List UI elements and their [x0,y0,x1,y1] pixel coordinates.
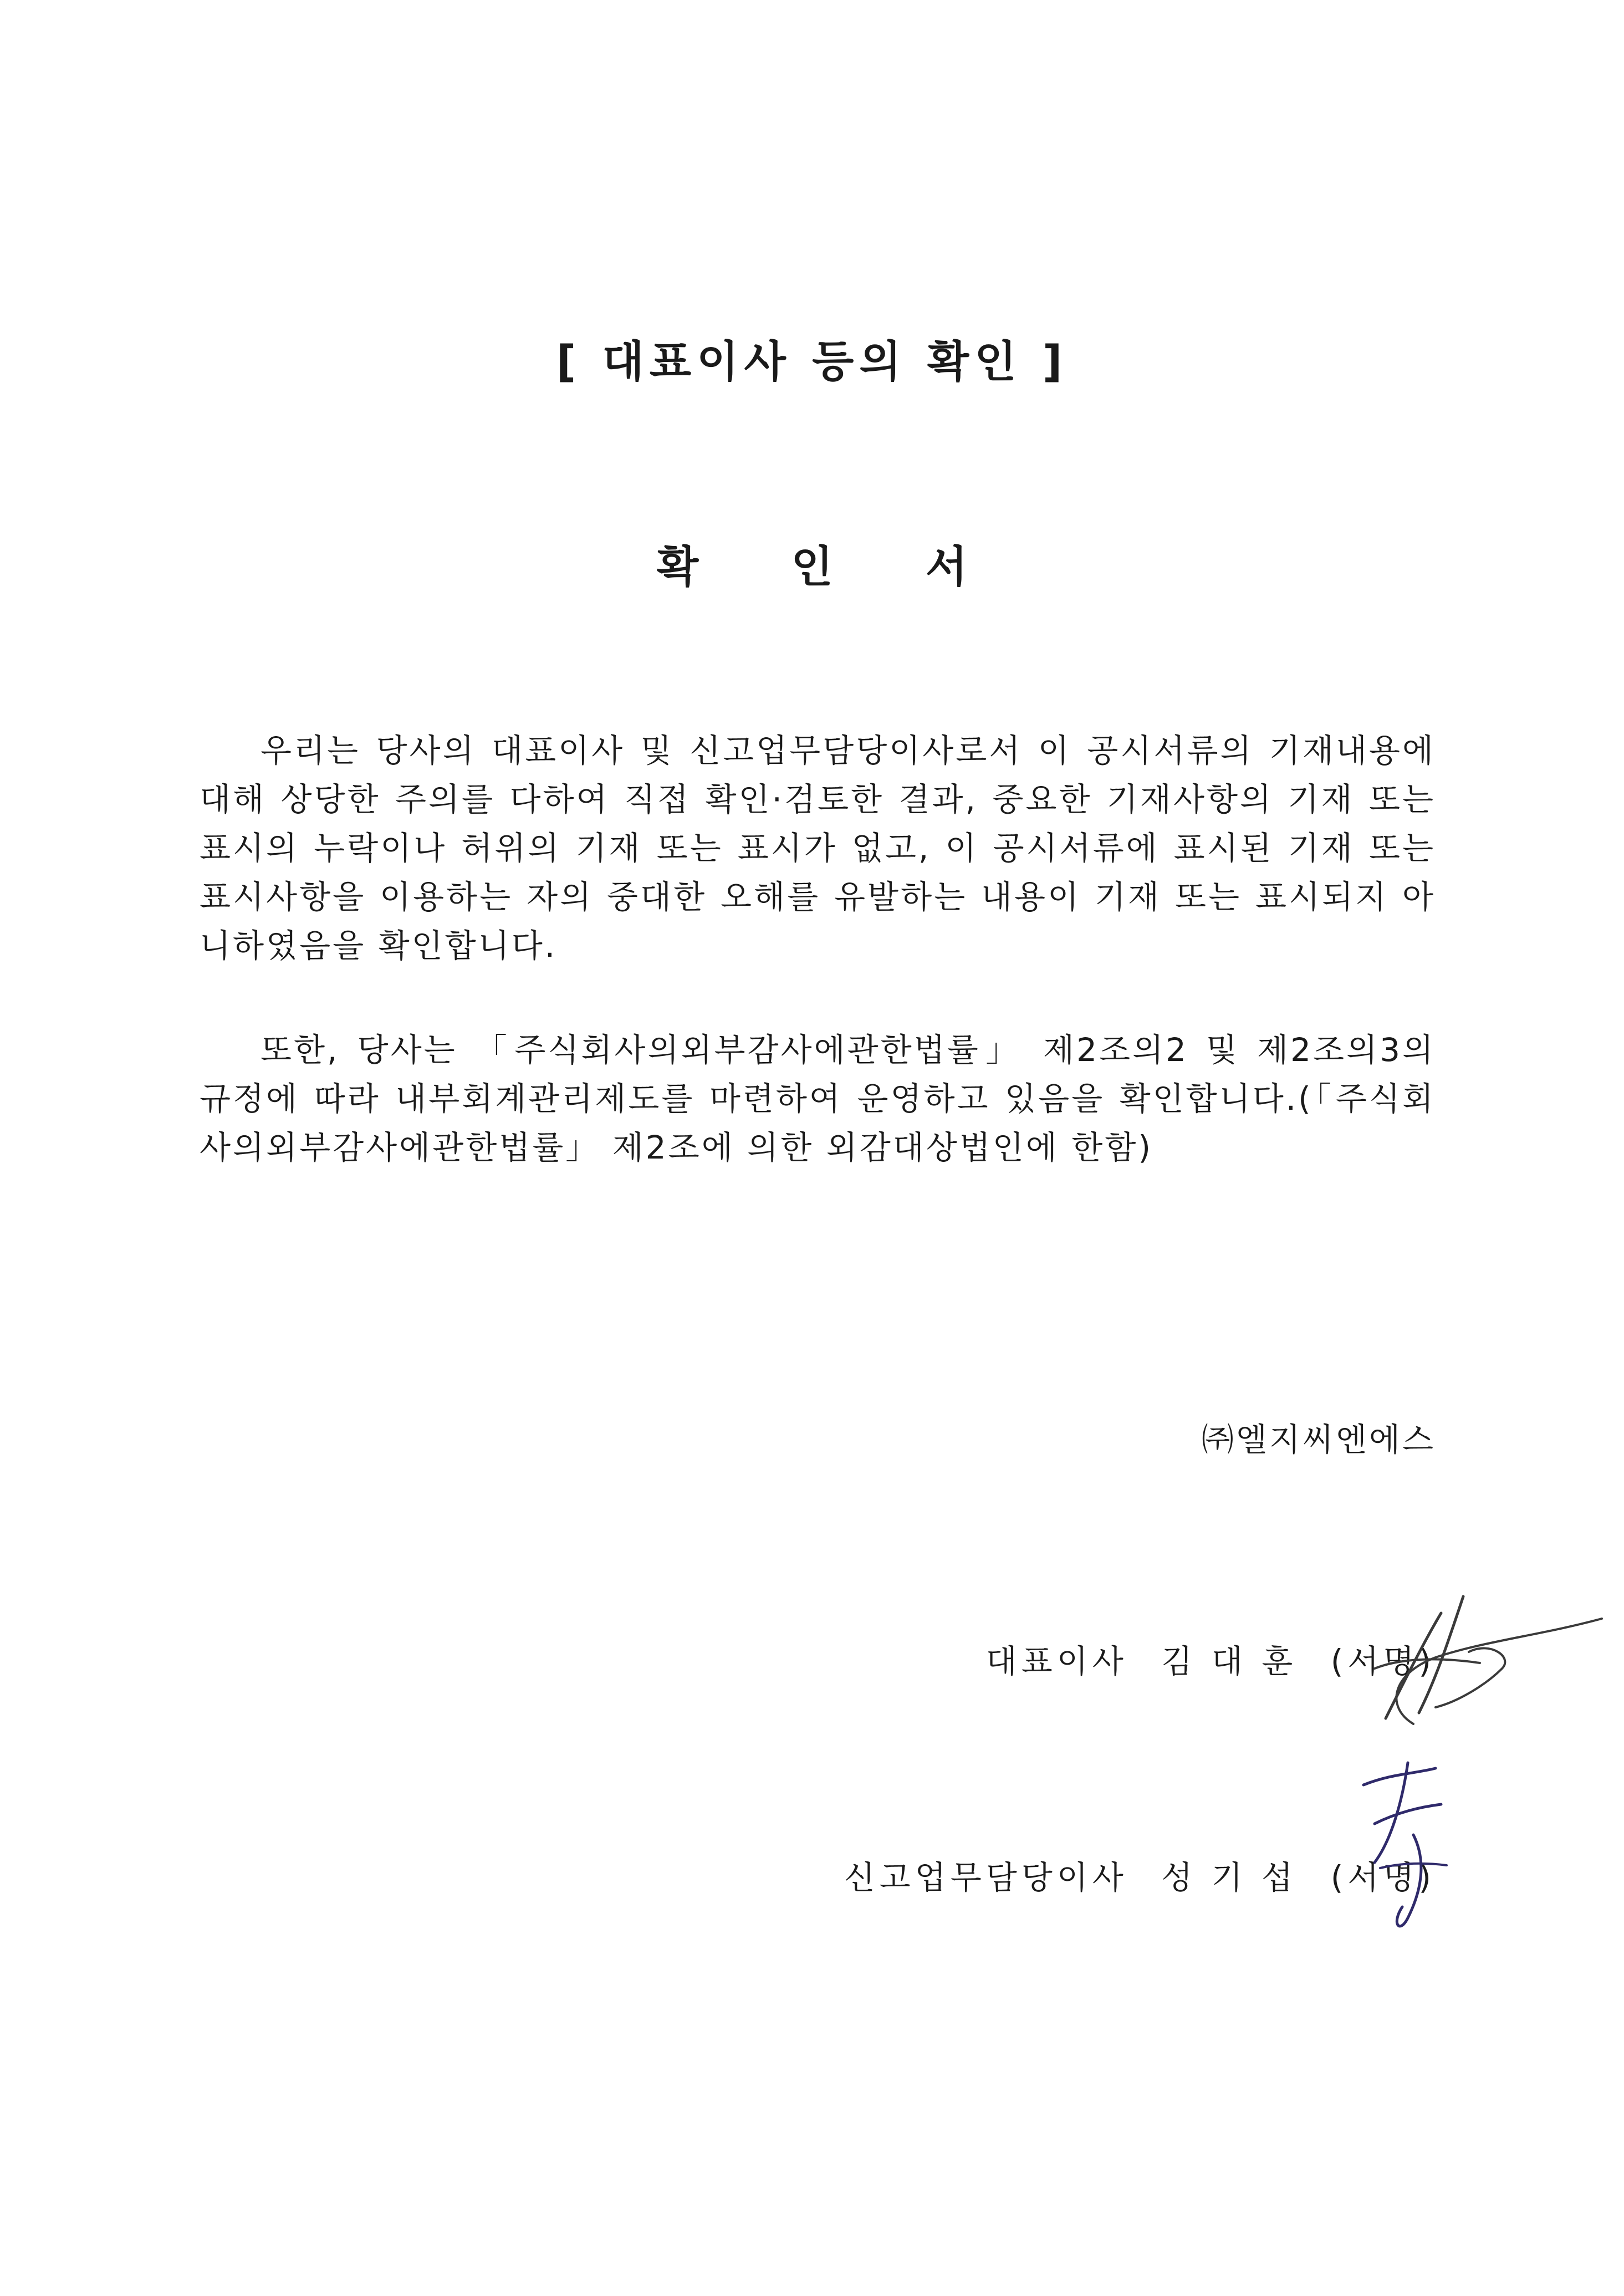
internal-control-paragraph: 또한, 당사는 「주식회사의외부감사에관한법률」 제2조의2 및 제2조의3의 규정에 따라 내부회계관리제도를 마련하여 운영하고 있음을 확인합니다.(「주식회사의외부감사에관한법률」 제2조에 의한 외감대상법인에 한함) [200,1031,1436,1166]
officer-signature-line [844,1851,1436,1898]
ceo-signature-line [986,1635,1436,1682]
officer-handwritten-signature [1341,1752,1452,1940]
officer-role: 신고업무담당이사 [844,1859,1128,1896]
ceo-role: 대표이사 [985,1642,1128,1680]
ceo-sign-label: (서명) [1330,1642,1436,1680]
officer-name: 성 기 섭 [1161,1859,1298,1896]
document-heading: [ 대표이사 등의 확인 ] [556,337,1068,387]
ceo-name: 김 대 훈 [1161,1642,1298,1680]
confirmation-paragraph: 우리는 당사의 대표이사 및 신고업무담당이사로서 이 공시서류의 기재내용에 대해 상당한 주의를 다하여 직접 확인·검토한 결과, 중요한 기재사항의 기재 또는 표시의 누락이나 허위의 기재 또는 표시가 없고, 이 공시서류에 표시된 기재 또는 표시사항을 이용하는 자의 중대한 오해를 유발하는 내용이 기재 또는 표시되지 아니하였음을 확인합니다. [200,732,1436,965]
document-title: 확 인 서 [656,542,1007,592]
company-name: ㈜엘지씨엔에스 [1201,1421,1436,1458]
officer-sign-label: (서명) [1330,1859,1436,1896]
